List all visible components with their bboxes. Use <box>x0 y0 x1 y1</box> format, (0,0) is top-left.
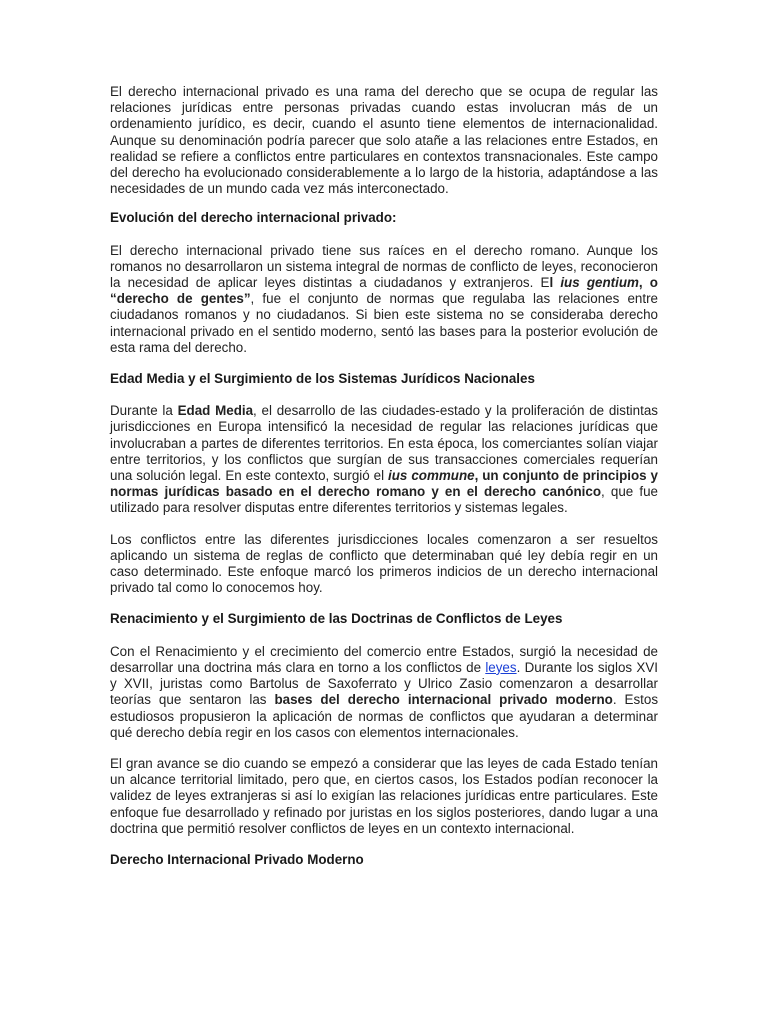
edad-media-paragraph-1 <box>110 403 658 516</box>
section-heading-evolucion: Evolución del derecho internacional privado: <box>110 210 397 226</box>
derecho-de-gentes-term: , o “derecho de gentes” <box>110 275 658 307</box>
edad-media-term: Edad Media <box>177 403 254 419</box>
leyes-link[interactable]: leyes <box>485 659 517 675</box>
section-heading-moderno: Derecho Internacional Privado Moderno <box>110 851 364 867</box>
renacimiento-paragraph-1 <box>110 644 658 741</box>
edad-media-text-3: , que fue utilizado para resolver disputas entre diferentes territorios y sistemas legales. <box>110 484 658 516</box>
edad-media-text-2: , el desarrollo de las ciudades-estado y la proliferación de distintas jurisdicciones en Europa intensificó la necesidad de regular las relaciones jurídicas que involucraban a partes de diferentes territorios. En esta época, los comerciantes solían viajar entre territorios, y los conflictos que surgían de sus transacciones comerciales requerían una solución legal. En este contexto, surgió el <box>110 403 658 484</box>
ius-commune-definition: , un conjunto de principios y normas jurídicas basado en el derecho romano y en el derecho canónico <box>110 468 658 500</box>
evolucion-bold-l: l <box>549 275 561 291</box>
ius-commune-term: ius commune <box>388 468 475 484</box>
section-heading-renacimiento: Renacimiento y el Surgimiento de las Doctrinas de Conflictos de Leyes <box>110 611 563 627</box>
evolucion-text-2: , fue el conjunto de normas que regulaba las relaciones entre ciudadanos romanos y no ciudadanos. Si bien este sistema no se consideraba derecho internacional privado en el sentido moderno, sentó las bases para la posterior evolución de esta rama del derecho. <box>110 291 658 355</box>
renacimiento-text-1: Con el Renacimiento y el crecimiento del comercio entre Estados, surgió la necesidad de desarrollar una doctrina más clara en torno a los conflictos de <box>110 643 658 675</box>
edad-media-text-1: Durante la <box>110 403 178 419</box>
bases-derecho-term: bases del derecho internacional privado moderno <box>274 692 613 708</box>
renacimiento-paragraph-2: El gran avance se dio cuando se empezó a considerar que las leyes de cada Estado tenían un alcance territorial limitado, pero que, en ciertos casos, los Estados podían reconocer la validez de leyes extranjeras si así lo exigían las relaciones jurídicas entre particulares. Este enfoque fue desarrollado y refinado por juristas en los siglos posteriores, dando lugar a una doctrina que permitió resolver conflictos de leyes en un contexto internacional. <box>110 755 658 836</box>
evolucion-text-1: El derecho internacional privado tiene sus raíces en el derecho romano. Aunque los romanos no desarrollaron un sistema integral de normas de conflicto de leyes, reconocieron la necesidad de aplicar leyes distintas a ciudadanos y extranjeros. E <box>110 242 658 291</box>
evolucion-paragraph <box>110 243 658 356</box>
renacimiento-text-3: . Estos estudiosos propusieron la aplicación de normas de conflictos que ayudaran a determinar qué derecho debía regir en los casos con elementos internacionales. <box>110 692 659 740</box>
section-heading-edad-media: Edad Media y el Surgimiento de los Sistemas Jurídicos Nacionales <box>110 371 535 387</box>
intro-paragraph: El derecho internacional privado es una rama del derecho que se ocupa de regular las relaciones jurídicas entre personas privadas cuando estas involucran más de un ordenamiento jurídico, es decir, cuando el asunto tiene elementos de internacionalidad. Aunque su denominación podría parecer que solo atañe a las relaciones entre Estados, en realidad se refiere a conflictos entre particulares en contextos transnacionales. Este campo del derecho ha evolucionado considerablemente a lo largo de la historia, adaptándose a las necesidades de un mundo cada vez más interconectado. <box>110 84 658 197</box>
ius-gentium-term: ius gentium <box>560 275 639 291</box>
renacimiento-text-2: . Durante los siglos XVI y XVII, juristas como Bartolus de Saxoferrato y Ulrico Zasio comenzaron a desarrollar teorías que sentaron las <box>110 659 658 708</box>
edad-media-paragraph-2: Los conflictos entre las diferentes jurisdicciones locales comenzaron a ser resueltos aplicando un sistema de reglas de conflicto que determinaban qué ley debía regir en un caso determinado. Este enfoque marcó los primeros indicios de un derecho internacional privado tal como lo conocemos hoy. <box>110 531 658 596</box>
document-page <box>110 84 658 884</box>
